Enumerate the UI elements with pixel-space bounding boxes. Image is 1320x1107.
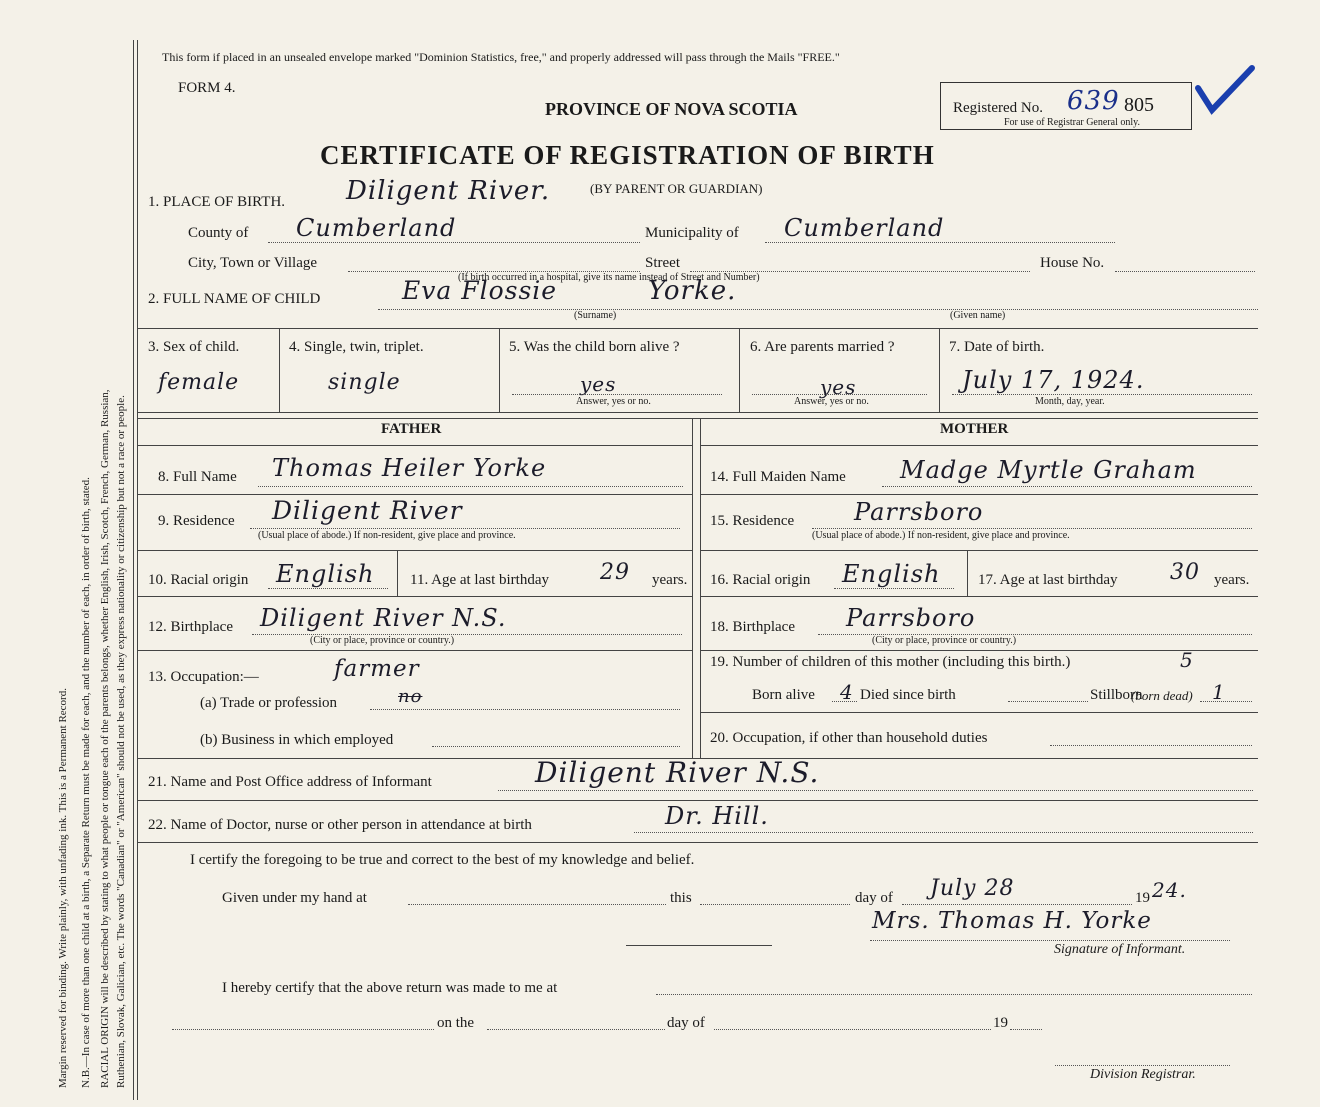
informant-label: 21. Name and Post Office address of Informant <box>148 774 432 790</box>
mother-years-label: years. <box>1214 572 1250 588</box>
county-label: County of <box>188 225 249 241</box>
father-name-value: Thomas Heiler Yorke <box>272 454 547 482</box>
born-alive-count-label: Born alive <box>752 687 815 703</box>
form-number: FORM 4. <box>178 80 236 96</box>
registered-number-handwritten: 639 <box>1067 86 1120 116</box>
mother-age-value: 30 <box>1170 560 1200 585</box>
died-since-birth-label: Died since birth <box>860 687 956 703</box>
city-label: City, Town or Village <box>188 255 318 271</box>
father-age-value: 29 <box>600 560 630 585</box>
father-birthplace-label: 12. Birthplace <box>148 619 233 635</box>
stillborn-label: Stillborn <box>1090 687 1143 703</box>
checkmark-icon <box>1190 60 1260 130</box>
mother-racial-origin-label: 16. Racial origin <box>710 572 811 588</box>
by-parent-note: (BY PARENT OR GUARDIAN) <box>590 181 763 196</box>
informant-signature: Mrs. Thomas H. Yorke <box>872 908 1152 934</box>
given-under-hand-label: Given under my hand at <box>222 890 367 906</box>
plurality-value: single <box>328 370 401 395</box>
margin-rule <box>133 40 134 1100</box>
father-occupation-label: 13. Occupation:— <box>148 669 259 685</box>
given-year-value: 24. <box>1152 878 1187 902</box>
signature-caption: Signature of Informant. <box>1054 942 1186 957</box>
sex-value: female <box>158 370 240 395</box>
born-alive-value: yes <box>580 372 617 396</box>
children-count-label: 19. Number of children of this mother (including this birth.) <box>710 654 1071 670</box>
margin-note-racial-origin-2: Ruthenian, Slovak, Galician, etc. The words "Canadian" or "American" should not be used, as they express nationality or citizenship but not a race or people. <box>115 395 127 1088</box>
mail-notice: This form if placed in an unsealed envelope marked "Dominion Statistics, free," and properly addressed will pass through the Mails "FREE." <box>162 50 840 64</box>
surname-caption: (Surname) <box>574 310 617 321</box>
registrar-year-label: 19 <box>993 1015 1008 1031</box>
place-of-birth-label: 1. PLACE OF BIRTH. <box>148 194 286 210</box>
page-title: CERTIFICATE OF REGISTRATION OF BIRTH <box>320 140 935 170</box>
father-residence-caption: (Usual place of abode.) If non-resident, give place and province. <box>258 530 516 541</box>
given-year-prefix: 19 <box>1135 890 1150 906</box>
father-residence-label: 9. Residence <box>158 513 235 529</box>
born-alive-count-value: 4 <box>840 680 854 704</box>
day-of-label: day of <box>855 890 893 906</box>
father-age-label: 11. Age at last birthday <box>410 572 549 588</box>
margin-note-racial-origin-1: RACIAL ORIGIN will be described by stating to what people or tongue each of the parents belongs, whether English, Irish, Scotch, French, German, Russian, <box>99 389 111 1088</box>
parents-married-caption: Answer, yes or no. <box>794 396 869 407</box>
registered-number-printed: 805 <box>1124 94 1154 116</box>
given-date-value: July 28 <box>930 876 1015 901</box>
father-business-label: (b) Business in which employed <box>200 732 394 748</box>
stillborn-value: 1 <box>1212 680 1226 704</box>
father-trade-value: no <box>398 686 423 707</box>
parents-married-value: yes <box>820 375 857 399</box>
mother-racial-origin-value: English <box>842 560 941 588</box>
hospital-note: (If birth occurred in a hospital, give its name instead of Street and Number) <box>458 272 760 283</box>
mother-birthplace-caption: (City or place, province or country.) <box>872 635 1017 646</box>
registrar-day-of-label: day of <box>667 1015 705 1031</box>
child-given-name-value: Eva Flossie <box>402 276 558 305</box>
margin-note-multiple-births: N.B.—In case of more than one child at a birth, a Separate Return must be made for each, and the number of each, in order of birth, stated. <box>80 477 92 1088</box>
father-name-label: 8. Full Name <box>158 469 237 485</box>
date-of-birth-value: July 17, 1924. <box>962 366 1145 394</box>
mother-occupation-label: 20. Occupation, if other than household duties <box>710 730 988 746</box>
on-the-label: on the <box>437 1015 475 1031</box>
house-number-label: House No. <box>1040 255 1105 271</box>
mother-heading: MOTHER <box>940 421 1009 437</box>
father-years-label: years. <box>652 572 688 588</box>
mother-name-label: 14. Full Maiden Name <box>710 469 846 485</box>
mother-age-label: 17. Age at last birthday <box>978 572 1118 588</box>
born-alive-question-label: 5. Was the child born alive ? <box>509 339 680 355</box>
date-of-birth-caption: Month, day, year. <box>1035 396 1105 407</box>
mother-birthplace-value: Parrsboro <box>846 604 976 632</box>
registrar-statement: I hereby certify that the above return was made to me at <box>222 980 558 996</box>
mother-residence-label: 15. Residence <box>710 513 795 529</box>
father-heading: FATHER <box>381 421 442 437</box>
parents-married-label: 6. Are parents married ? <box>750 339 895 355</box>
municipality-label: Municipality of <box>645 225 739 241</box>
division-registrar-caption: Division Registrar. <box>1090 1067 1196 1082</box>
father-birthplace-caption: (City or place, province or country.) <box>310 635 455 646</box>
margin-note-binding: Margin reserved for binding. Write plainly, with unfading ink. This is a Permanent Record. <box>57 688 69 1088</box>
doctor-label: 22. Name of Doctor, nurse or other person in attendance at birth <box>148 817 532 833</box>
mother-birthplace-label: 18. Birthplace <box>710 619 795 635</box>
date-of-birth-label: 7. Date of birth. <box>949 339 1045 355</box>
registered-label: Registered No. <box>953 100 1043 116</box>
mother-residence-value: Parrsboro <box>854 498 984 526</box>
children-count-value: 5 <box>1180 648 1194 672</box>
place-of-birth-value: Diligent River. <box>346 176 551 206</box>
stillborn-note: (born dead) <box>1131 688 1193 703</box>
certification-statement: I certify the foregoing to be true and correct to the best of my knowledge and belief. <box>190 852 695 868</box>
father-racial-origin-label: 10. Racial origin <box>148 572 249 588</box>
street-label: Street <box>645 255 680 271</box>
father-occupation-value: farmer <box>334 656 420 682</box>
doctor-value: Dr. Hill. <box>665 802 769 830</box>
municipality-value: Cumberland <box>784 214 945 242</box>
this-label: this <box>670 890 692 906</box>
margin-rule-2 <box>137 40 138 1100</box>
born-alive-caption: Answer, yes or no. <box>576 396 651 407</box>
plurality-label: 4. Single, twin, triplet. <box>289 339 424 355</box>
child-name-label: 2. FULL NAME OF CHILD <box>148 291 321 307</box>
informant-value: Diligent River N.S. <box>535 756 820 789</box>
mother-name-value: Madge Myrtle Graham <box>900 456 1197 484</box>
registrar-note: For use of Registrar General only. <box>1004 117 1140 128</box>
father-racial-origin-value: English <box>276 560 375 588</box>
given-name-caption: (Given name) <box>950 310 1006 321</box>
province-heading: PROVINCE OF NOVA SCOTIA <box>545 99 798 119</box>
father-birthplace-value: Diligent River N.S. <box>260 604 507 632</box>
child-surname-value: Yorke. <box>648 276 737 306</box>
mother-residence-caption: (Usual place of abode.) If non-resident, give place and province. <box>812 530 1070 541</box>
father-residence-value: Diligent River <box>272 496 463 525</box>
county-value: Cumberland <box>296 214 457 242</box>
father-trade-label: (a) Trade or profession <box>200 695 338 711</box>
sex-label: 3. Sex of child. <box>148 339 240 355</box>
